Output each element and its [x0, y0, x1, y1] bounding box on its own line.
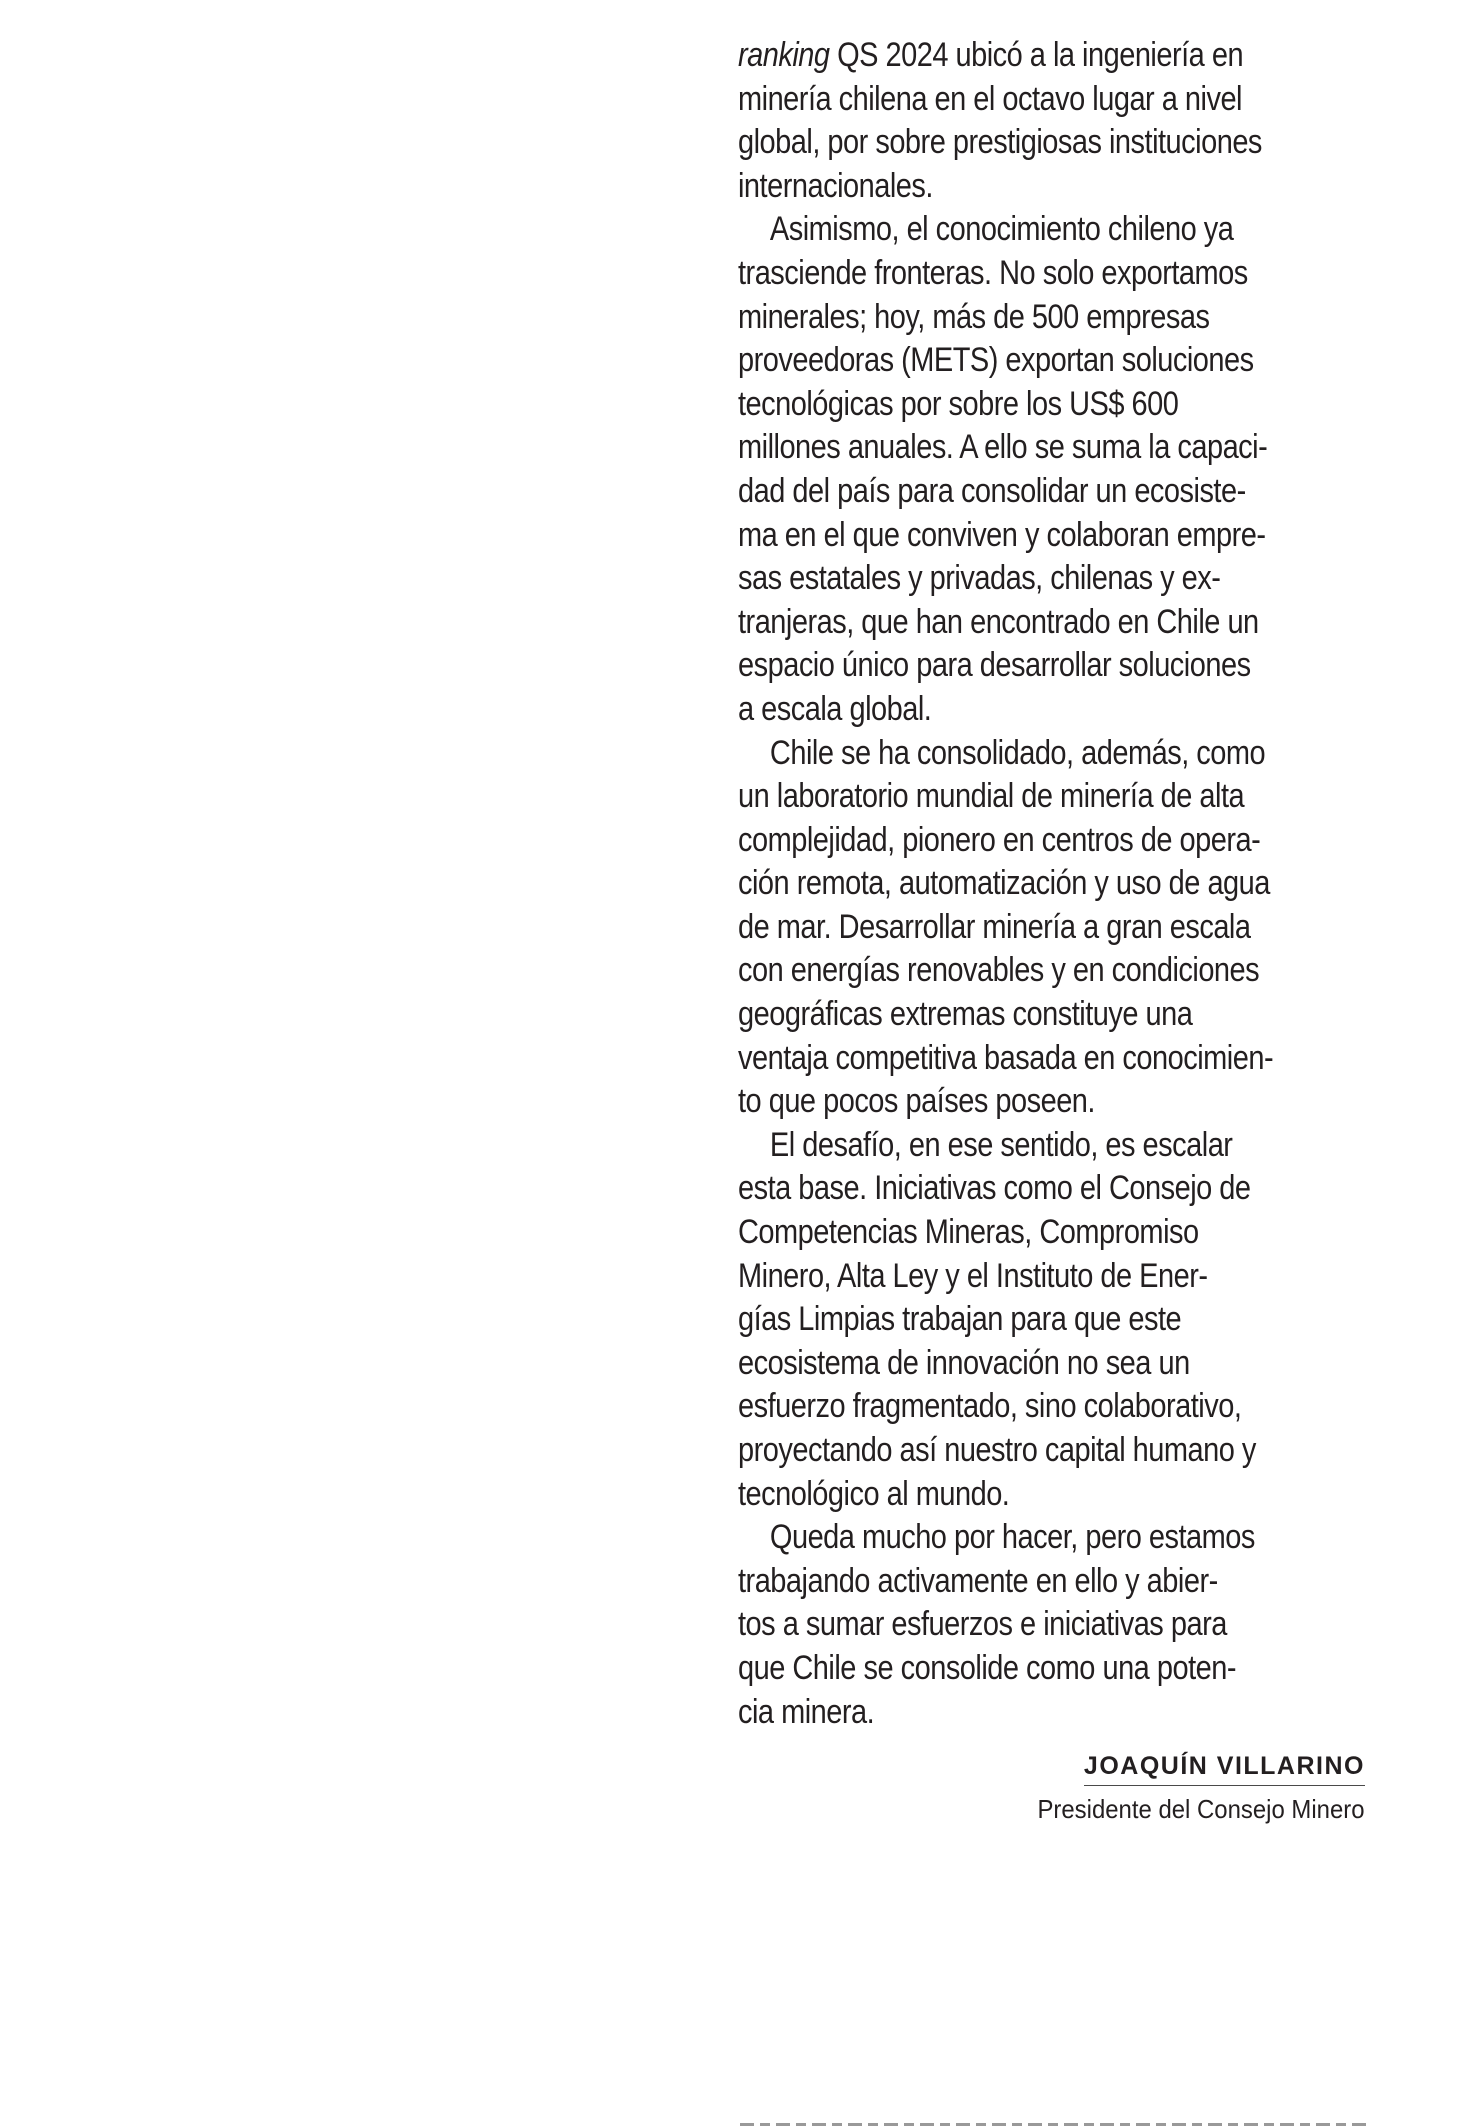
article-line-text: ción remota, automatización y uso de agua — [738, 864, 1270, 903]
article-line — [738, 862, 1368, 906]
article-line-text: cia minera. — [738, 1692, 875, 1731]
article-line — [738, 1255, 1368, 1299]
article-line — [738, 339, 1368, 383]
article-line-text: tecnológicas por sobre los US$ 600 — [738, 384, 1179, 423]
article-line — [738, 1211, 1368, 1255]
article-line — [738, 1691, 1368, 1735]
article-line-text: Asimismo, el conocimiento chileno ya — [769, 210, 1234, 249]
article-line — [738, 1124, 1368, 1168]
article-line-text: proveedoras (METS) exportan soluciones — [738, 341, 1254, 380]
article-line — [738, 775, 1368, 819]
article-line — [738, 906, 1368, 950]
article-line — [738, 470, 1368, 514]
signature-block — [1009, 1752, 1365, 1825]
article-line-text: proyectando así nuestro capital humano y — [738, 1431, 1256, 1469]
article-line-text: esta base. Iniciativas como el Consejo de — [738, 1169, 1251, 1208]
author-role: Presidente del Consejo Minero — [1037, 1794, 1365, 1824]
article-line-text: complejidad, pionero en centros de opera- — [738, 820, 1261, 859]
article-line-text: Minero, Alta Ley y el Instituto de Ener- — [738, 1256, 1208, 1295]
article-line-text: millones anuales. A ello se suma la capaci- — [738, 428, 1268, 467]
article-line — [738, 1429, 1368, 1473]
article-line — [738, 252, 1368, 296]
article-line-text: minería chilena en el octavo lugar a nivel — [738, 79, 1242, 118]
article-line-text: QS 2024 ubicó a la ingeniería en — [829, 36, 1244, 74]
article-line — [738, 34, 1368, 78]
article-line-text: minerales; hoy, más de 500 empresas — [738, 297, 1210, 336]
article-line-text: que Chile se consolide como una poten- — [738, 1648, 1236, 1687]
article-line-text: ventaja competitiva basada en conocimien- — [738, 1038, 1274, 1077]
article-line — [738, 1385, 1368, 1429]
article-line — [738, 1080, 1368, 1124]
article-line-text: esfuerzo fragmentado, sino colaborativo, — [738, 1387, 1242, 1426]
article-line-text: con energías renovables y en condiciones — [738, 951, 1260, 990]
article-line-text: trabajando activamente en ello y abier- — [738, 1561, 1218, 1600]
article-line — [738, 426, 1368, 470]
article-line-text: tranjeras, que han encontrado en Chile un — [738, 602, 1259, 641]
article-line — [738, 383, 1368, 427]
cropped-text-fragment — [740, 2114, 1370, 2127]
article-line-text: a escala global. — [738, 689, 932, 728]
article-line — [738, 1342, 1368, 1386]
article-line-text: El desafío, en ese sentido, es escalar — [769, 1125, 1233, 1164]
article-line-text: dad del país para consolidar un ecosiste- — [738, 471, 1246, 510]
article-line — [738, 1516, 1368, 1560]
article-line — [738, 819, 1368, 863]
article-line-text: ecosistema de innovación no sea un — [738, 1343, 1190, 1382]
article-line-text: Competencias Mineras, Compromiso — [738, 1213, 1199, 1252]
article-line-text: ma en el que conviven y colaboran empre- — [738, 515, 1266, 554]
article-line — [738, 165, 1368, 209]
article-line-text: espacio único para desarrollar soluciones — [738, 646, 1251, 685]
article-line — [738, 514, 1368, 558]
article-line-text: de mar. Desarrollar minería a gran escala — [738, 907, 1251, 946]
article-line — [738, 1473, 1368, 1517]
article-line — [738, 1560, 1368, 1604]
article-line — [738, 78, 1368, 122]
article-line — [738, 688, 1368, 732]
article-body — [738, 34, 1368, 1734]
article-line — [738, 1037, 1368, 1081]
article-line — [738, 121, 1368, 165]
article-line-text: tos a sumar esfuerzos e iniciativas para — [738, 1605, 1227, 1644]
article-line — [738, 296, 1368, 340]
article-line — [738, 993, 1368, 1037]
article-line-text: tecnológico al mundo. — [738, 1474, 1010, 1513]
article-line-text: Queda mucho por hacer, pero estamos — [769, 1518, 1255, 1557]
article-line-text: gías Limpias trabajan para que este — [738, 1300, 1182, 1339]
article-line-text: internacionales. — [738, 166, 933, 205]
article-line — [738, 949, 1368, 993]
article-line — [738, 601, 1368, 645]
article-line — [738, 208, 1368, 252]
article-line — [738, 644, 1368, 688]
article-line — [738, 1603, 1368, 1647]
article-line-text: un laboratorio mundial de minería de alta — [738, 777, 1245, 816]
article-line-emphasis: ranking — [738, 36, 830, 74]
article-line-text: global, por sobre prestigiosas instituciones — [738, 123, 1262, 162]
article-line-text: sas estatales y privadas, chilenas y ex- — [738, 559, 1221, 598]
author-name: JOAQUÍN VILLARINO — [1084, 1752, 1365, 1786]
article-line-text: to que pocos países poseen. — [738, 1082, 1095, 1121]
article-line — [738, 1298, 1368, 1342]
article-line — [738, 557, 1368, 601]
article-line — [738, 732, 1368, 776]
article-line-text: trasciende fronteras. No solo exportamos — [738, 253, 1248, 292]
article-line-text: Chile se ha consolidado, además, como — [769, 733, 1266, 772]
article-line — [738, 1167, 1368, 1211]
article-line-text: geográficas extremas constituye una — [738, 995, 1193, 1034]
article-line — [738, 1647, 1368, 1691]
